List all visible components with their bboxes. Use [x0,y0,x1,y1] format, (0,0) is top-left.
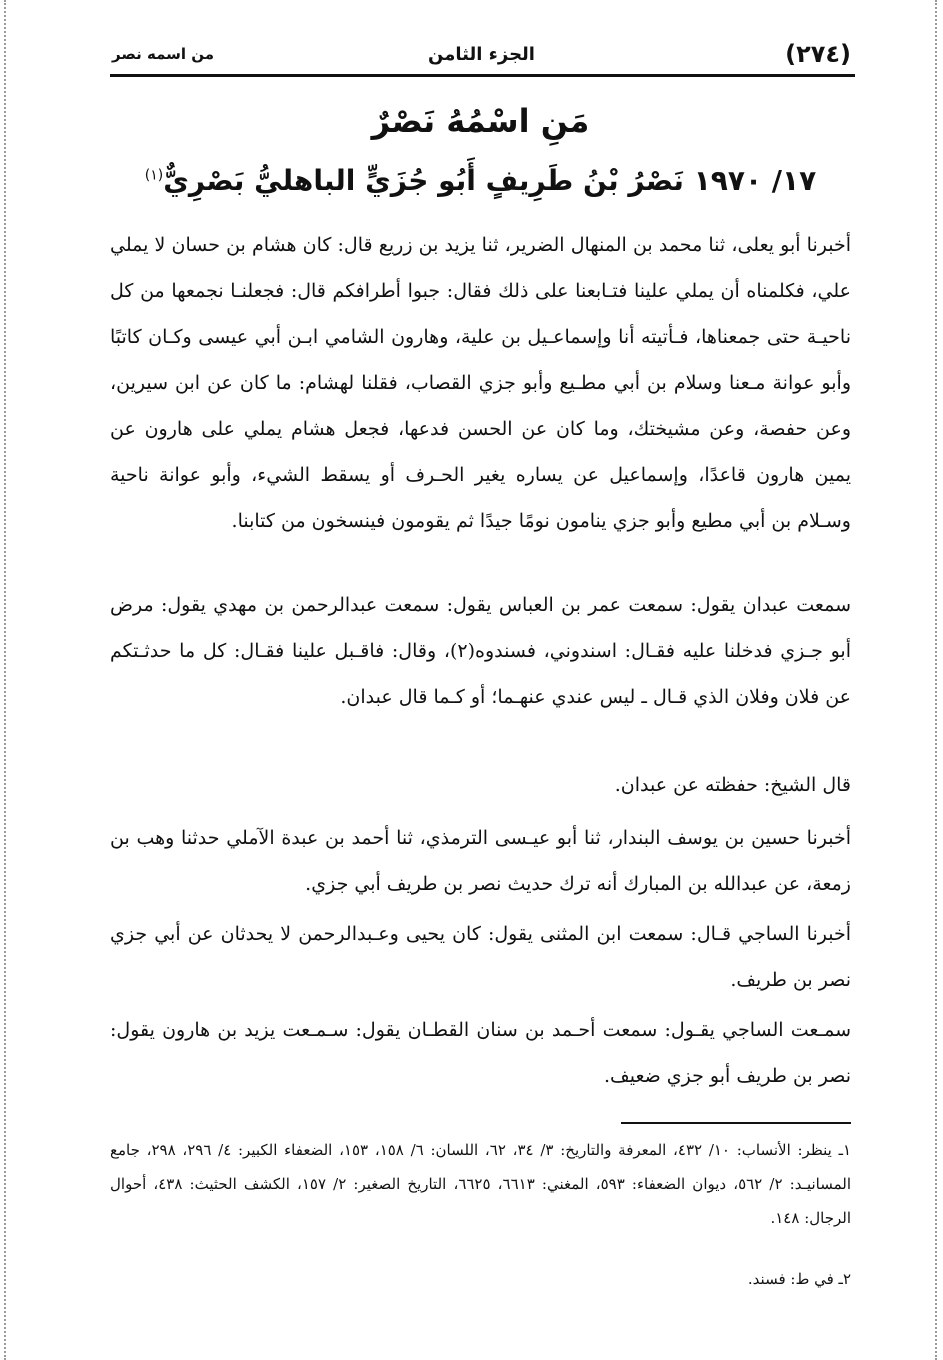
paragraph-6: سمـعت الساجي يقـول: سمعت أحـمد بن سنان القطـان يقول: سـمـعت يزيد بن هارون يقول: نصر بن طريف أبو جزي ضعيف. [110,1019,851,1087]
page-number: (٢٧٤) [785,40,851,68]
section-title: مَنِ اسْمُهُ نَصْرٌ [371,102,590,140]
page-header [112,36,851,72]
footnote-1: ١ـ ينظر: الأنساب: ١٠/ ٤٣٢، المعرفة والتاريخ: ٣/ ٣٤، ٦٢، اللسان: ٦/ ١٥٨، ١٥٣، الضعفاء الكبير: ٤/ ٢٩٦، ٢٩٨، جامع المسانيـد: ٢/ ٥٦٢، ديوان الضعفاء: ٥٩٣، المغني: ٦٦١٣، ٦٦٢٥، التاريخ الصغير: ٢/ ١٥٧، الكشف الحثيث: ٤٣٨، أحوال الرجال: ١٤٨. [110,1141,852,1227]
paragraph-4: أخبرنا حسين بن يوسف البندار، ثنا أبو عيـسى الترمذي، ثنا أحمد بن عبدة الآملي حدثنا وهب بن زمعة، عن عبدالله بن المبارك أنه ترك حديث نصر بن طريف أبي جزي. [110,827,851,895]
entry-heading [110,164,851,197]
paragraph-5: أخبرنا الساجي قـال: سمعت ابن المثنى يقول: كان يحيى وعـبدالرحمن لا يحدثان عن أبي جزي نصر بن طريف. [110,923,851,991]
footnote-2: ٢ـ في ط: فسند. [747,1270,851,1288]
volume-label: الجزء الثامن [428,43,535,65]
entry-title: ١٧/ ١٩٧٠ نَصْرُ بْنُ طَرِيفٍ أَبُو جُزَيٍّ الباهليُّ بَصْرِيٌّ [163,164,817,197]
scan-margin-left [4,0,6,1360]
paragraph-1: أخبرنا أبو يعلى، ثنا محمد بن المنهال الضرير، ثنا يزيد بن زريع قال: كان هشام بن حسان لا يملي علي، فكلمناه أن يملي علينا فتـابعنا على ذلك فقال: جبوا أطرافكم قال: فجعلنـا نجمعها من كل ناحيـة حتى جمعناها، فـأتيته أنا وإسماعـيل بن علية، وهارون الشامي ابـن أبي عيسى وكـان كاتبًا وأبو عوانة مـعنا وسلام بن أبي مطـيع وأبو جزي القصاب، فقلنا لهشام: ما كان عن ابن سيرين، وعن حفصة، وعن مشيختك، وما كان عن الحسن فدعها، فجعل هشام يملي على هارون عن يمين هارون قاعدًا، وإسماعيل عن يساره يغير الحـرف أو يسقط الشيء، وأبو عوانة ناحية وسـلام بن أبي مطيع وأبو جزي ينامون نومًا جيدًا ثم يقومون فينسخون من كتابنا. [110,234,851,532]
paragraph-3: قال الشيخ: حفظته عن عبدان. [614,774,851,796]
footnote-ref: (١) [144,167,164,184]
header-rule [110,74,855,77]
running-title: من اسمه نصر [112,45,215,63]
paragraph-2: سمعت عبدان يقول: سمعت عمر بن العباس يقول: سمعت عبدالرحمن بن مهدي يقول: مرض أبو جـزي فدخلنا عليه فقـال: اسندوني، فسندوه(٢)، وقال: فاقـبل علينا فقـال: كل ما حدثـتكم عن فلان وفلان الذي قـال ـ ليس عندي عنهـما؛ أو كـما قال عبدان. [110,594,851,708]
scan-margin-right [935,0,937,1360]
footnote-rule [621,1122,851,1124]
